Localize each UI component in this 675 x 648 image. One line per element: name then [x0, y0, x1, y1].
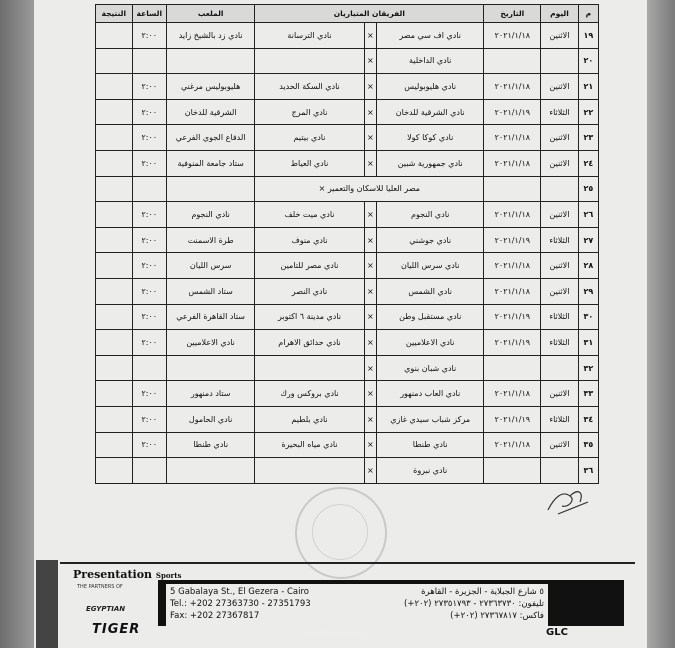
row-number: ٢٩ [578, 278, 598, 304]
row-number: ٣٠ [578, 304, 598, 330]
versus-mark: × [364, 48, 376, 74]
versus-mark: × [364, 458, 376, 484]
row-result [96, 278, 133, 304]
row-time: ٢:٠٠ [132, 432, 166, 458]
versus-mark: × [364, 406, 376, 432]
row-stadium: نادي الاعلاميين [167, 330, 255, 356]
row-time: ٢:٠٠ [132, 227, 166, 253]
team-home: نادي النجوم [376, 202, 483, 228]
row-stadium: الدفاع الجوي الفرعي [167, 125, 255, 151]
row-time: ٢:٠٠ [132, 74, 166, 100]
row-date: ٢٠٢١/١/١٨ [484, 74, 541, 100]
row-time: ٢:٠٠ [132, 125, 166, 151]
row-stadium: نادي الحامول [167, 406, 255, 432]
row-number: ٣٣ [578, 381, 598, 407]
glc-logo: GLC [546, 627, 568, 638]
row-number: ٢١ [578, 74, 598, 100]
row-day: الاثنين [541, 23, 579, 49]
row-number: ٢٦ [578, 202, 598, 228]
table-header-row [96, 5, 599, 23]
row-stadium: طرة الاسمنت [167, 227, 255, 253]
row-result [96, 381, 133, 407]
team-home: نادي العاب دمنهور [376, 381, 483, 407]
row-date: ٢٠٢١/١/١٨ [484, 23, 541, 49]
team-home: نادي الشمس [376, 278, 483, 304]
row-stadium: نادي طنطا [167, 432, 255, 458]
fax-line: Fax: +202 27367817 [170, 611, 260, 621]
presentation-tagline: THE PARTNERS OF [77, 584, 123, 590]
presentation-logo: Presentation Sports [73, 568, 182, 581]
row-number: ٢٧ [578, 227, 598, 253]
photo-frame-right [647, 0, 675, 648]
row-stadium: نادي زد بالشيخ زايد [167, 23, 255, 49]
row-result [96, 304, 133, 330]
table-row [96, 278, 599, 304]
team-home: نادي جمهورية شبين [376, 150, 483, 176]
row-result [96, 125, 133, 151]
row-result [96, 202, 133, 228]
team-home: مركز شباب سيدي غازي [376, 406, 483, 432]
fax-line-ar: فاكس: ٢٧٣٦٧٨١٧ (٢٠٢+) [450, 611, 544, 621]
row-note: مصر العليا للاسكان والتعمير × [255, 176, 484, 202]
versus-mark: × [364, 253, 376, 279]
row-day: الاثنين [541, 150, 579, 176]
team-home: نادي كوكا كولا [376, 125, 483, 151]
row-number: ٣٤ [578, 406, 598, 432]
team-away: نادي العياط [255, 150, 365, 176]
versus-mark: × [364, 278, 376, 304]
team-away: نادي الترسانة [255, 23, 365, 49]
row-time: ٢:٠٠ [132, 202, 166, 228]
row-day [541, 176, 579, 202]
team-away: نادي المرج [255, 99, 365, 125]
table-row [96, 23, 599, 49]
row-stadium [167, 355, 255, 381]
row-day: الاثنين [541, 381, 579, 407]
row-time [132, 48, 166, 74]
signature-mark [540, 480, 600, 520]
row-day: الاثنين [541, 125, 579, 151]
team-away: نادي مصر للتامين [255, 253, 365, 279]
row-date: ٢٠٢١/١/١٨ [484, 381, 541, 407]
row-date: ٢٠٢١/١/١٨ [484, 253, 541, 279]
row-time [132, 355, 166, 381]
row-date: ٢٠٢١/١/١٨ [484, 432, 541, 458]
row-stadium [167, 48, 255, 74]
table-row [96, 176, 599, 202]
row-result [96, 23, 133, 49]
team-home: نادي مستقبل وطن [376, 304, 483, 330]
row-time: ٢:٠٠ [132, 150, 166, 176]
versus-mark: × [364, 330, 376, 356]
team-away [255, 458, 365, 484]
table-row [96, 355, 599, 381]
table-row [96, 48, 599, 74]
row-number: ٣٦ [578, 458, 598, 484]
row-date: ٢٠٢١/١/١٨ [484, 278, 541, 304]
phone-line-ar: تليفون: ٢٧٣٦٣٧٣٠ - ٢٧٣٥١٧٩٣ (٢٠٢+) [404, 599, 544, 609]
row-result [96, 432, 133, 458]
versus-mark: × [364, 202, 376, 228]
row-day: الثلاثاء [541, 227, 579, 253]
team-away: نادي النصر [255, 278, 365, 304]
row-result [96, 48, 133, 74]
row-time: ٢:٠٠ [132, 23, 166, 49]
row-date: ٢٠٢١/١/١٨ [484, 202, 541, 228]
team-away: نادي ميت خلف [255, 202, 365, 228]
team-away: نادي بلطيم [255, 406, 365, 432]
header-date: التاريخ [484, 5, 541, 23]
row-day: الاثنين [541, 74, 579, 100]
team-away: نادي بروكس ورك [255, 381, 365, 407]
table-row [96, 406, 599, 432]
row-time [132, 458, 166, 484]
row-stadium: الشرقية للدخان [167, 99, 255, 125]
table-row [96, 150, 599, 176]
row-date: ٢٠٢١/١/١٩ [484, 304, 541, 330]
row-number: ٢٣ [578, 125, 598, 151]
row-result [96, 74, 133, 100]
row-date: ٢٠٢١/١/١٩ [484, 406, 541, 432]
table-row [96, 99, 599, 125]
row-day [541, 355, 579, 381]
team-away: نادي منوف [255, 227, 365, 253]
header-teams: الفريقان المتباريان [255, 5, 484, 23]
tiger-logo: TIGER [92, 622, 141, 637]
row-result [96, 330, 133, 356]
row-stadium: نادي النجوم [167, 202, 255, 228]
team-home: نادي طنطا [376, 432, 483, 458]
row-time: ٢:٠٠ [132, 381, 166, 407]
row-date: ٢٠٢١/١/١٨ [484, 150, 541, 176]
table-row [96, 125, 599, 151]
row-stadium: ستاد الشمس [167, 278, 255, 304]
team-away [255, 355, 365, 381]
row-stadium [167, 176, 255, 202]
row-result [96, 355, 133, 381]
table-row [96, 381, 599, 407]
row-stadium: ستاد دمنهور [167, 381, 255, 407]
row-time: ٢:٠٠ [132, 304, 166, 330]
team-home: نادي نبروة [376, 458, 483, 484]
versus-mark: × [364, 355, 376, 381]
row-date: ٢٠٢١/١/١٨ [484, 125, 541, 151]
puma-logo: PUMA [548, 609, 578, 619]
row-number: ٢٤ [578, 150, 598, 176]
team-away: نادي حدائق الاهرام [255, 330, 365, 356]
team-away [255, 48, 365, 74]
row-day: الثلاثاء [541, 406, 579, 432]
table-row [96, 202, 599, 228]
team-away: نادي مدينة ٦ اكتوبر [255, 304, 365, 330]
team-away: نادي بيتيم [255, 125, 365, 151]
table-row [96, 253, 599, 279]
row-time: ٢:٠٠ [132, 330, 166, 356]
row-stadium [167, 458, 255, 484]
phone-line: Tel.: +202 27363730 - 27351793 [170, 599, 311, 609]
address-line: 5 Gabalaya St., El Gezera - Cairo [170, 587, 309, 597]
egyptian-logo: EGYPTIAN [86, 605, 126, 613]
row-date [484, 458, 541, 484]
row-number: ٢٢ [578, 99, 598, 125]
row-day: الاثنين [541, 278, 579, 304]
team-home: نادي شبان بنوي [376, 355, 483, 381]
versus-mark: × [364, 227, 376, 253]
header-num: م [578, 5, 598, 23]
header-time: الساعة [132, 5, 166, 23]
row-stadium: سرس الليان [167, 253, 255, 279]
row-number: ٣١ [578, 330, 598, 356]
row-stadium: هليوبوليس مرغني [167, 74, 255, 100]
table-row [96, 432, 599, 458]
row-number: ٣٥ [578, 432, 598, 458]
row-number: ٢٠ [578, 48, 598, 74]
header-day: اليوم [541, 5, 579, 23]
row-result [96, 227, 133, 253]
address-arabic [340, 584, 548, 626]
team-home: نادي جوشني [376, 227, 483, 253]
row-date: ٢٠٢١/١/١٩ [484, 330, 541, 356]
versus-mark: × [364, 125, 376, 151]
row-result [96, 406, 133, 432]
row-date [484, 176, 541, 202]
team-home: نادي الداخلية [376, 48, 483, 74]
team-home: نادي الاعلاميين [376, 330, 483, 356]
team-home: نادي الشرقية للدخان [376, 99, 483, 125]
row-result [96, 458, 133, 484]
table-row [96, 227, 599, 253]
match-schedule-table [95, 4, 599, 484]
team-away: نادي مياه البحيرة [255, 432, 365, 458]
left-footer-strip [36, 560, 58, 648]
row-day: الثلاثاء [541, 99, 579, 125]
row-stadium: ستاد جامعة المنوفية [167, 150, 255, 176]
row-date: ٢٠٢١/١/١٩ [484, 99, 541, 125]
row-date [484, 355, 541, 381]
website-text: www.efa.com.eg [300, 629, 363, 638]
row-day: الاثنين [541, 253, 579, 279]
row-time: ٢:٠٠ [132, 278, 166, 304]
row-result [96, 176, 133, 202]
row-date [484, 48, 541, 74]
header-result: النتيجة [96, 5, 133, 23]
faded-stamp-inner [312, 504, 368, 560]
versus-mark: × [364, 74, 376, 100]
team-away: نادي السكة الحديد [255, 74, 365, 100]
table-row [96, 330, 599, 356]
row-day: الثلاثاء [541, 304, 579, 330]
row-result [96, 99, 133, 125]
row-number: ٢٨ [578, 253, 598, 279]
versus-mark: × [364, 23, 376, 49]
versus-mark: × [364, 304, 376, 330]
row-number: ٣٢ [578, 355, 598, 381]
row-time: ٢:٠٠ [132, 99, 166, 125]
versus-mark: × [364, 432, 376, 458]
row-time: ٢:٠٠ [132, 406, 166, 432]
row-day: الاثنين [541, 202, 579, 228]
team-home: نادي اف سي مصر [376, 23, 483, 49]
address-line-ar: ٥ شارع الجبلاية - الجزيرة - القاهرة [421, 587, 544, 597]
we-logo: we [550, 590, 570, 604]
row-day: الثلاثاء [541, 330, 579, 356]
versus-mark: × [364, 381, 376, 407]
row-number: ١٩ [578, 23, 598, 49]
row-time [132, 176, 166, 202]
row-day: الاثنين [541, 432, 579, 458]
team-home: نادي سرس الليان [376, 253, 483, 279]
table-row [96, 458, 599, 484]
table-row [96, 304, 599, 330]
versus-mark: × [364, 99, 376, 125]
team-home: نادي هليوبوليس [376, 74, 483, 100]
row-result [96, 253, 133, 279]
header-stadium: الملعب [167, 5, 255, 23]
row-day [541, 48, 579, 74]
footer-rule [60, 562, 635, 564]
row-number: ٢٥ [578, 176, 598, 202]
row-result [96, 150, 133, 176]
versus-mark: × [364, 150, 376, 176]
row-stadium: ستاد القاهرة الفرعي [167, 304, 255, 330]
table-row [96, 74, 599, 100]
photo-frame-left [0, 0, 34, 648]
row-time: ٢:٠٠ [132, 253, 166, 279]
row-date: ٢٠٢١/١/١٩ [484, 227, 541, 253]
